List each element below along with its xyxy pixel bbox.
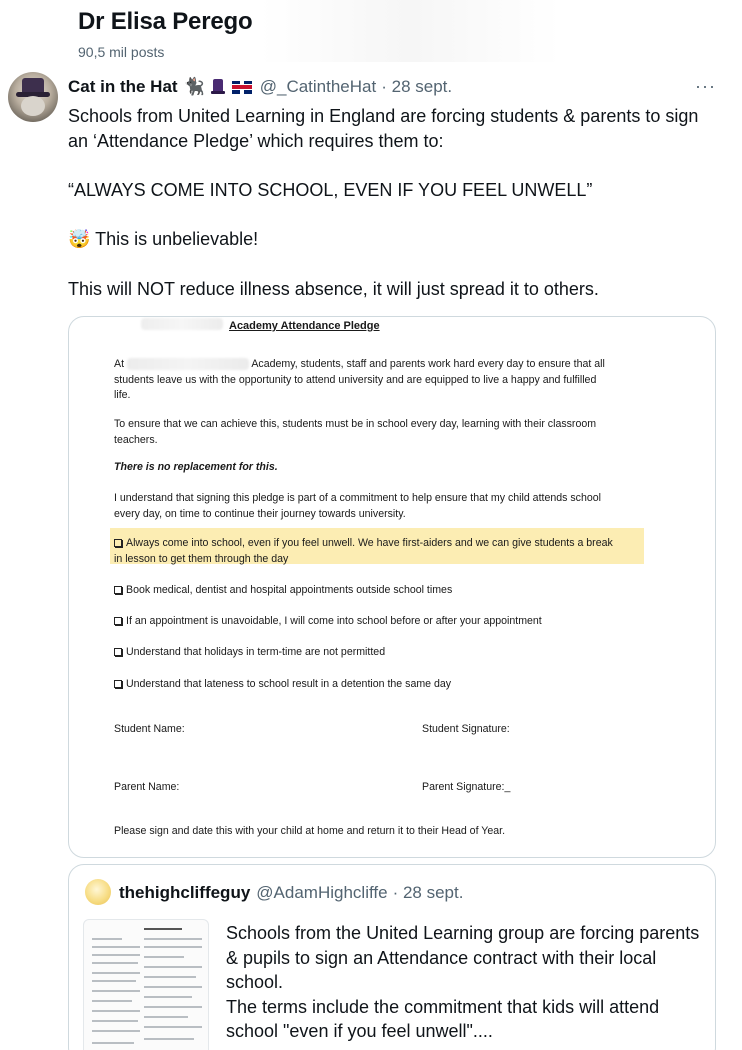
student-name-label: Student Name: bbox=[114, 723, 185, 735]
document-text: To ensure that we can achieve this, students must be in school every day, learning with their classroom bbox=[114, 418, 597, 430]
checkbox-icon bbox=[114, 539, 122, 547]
document-text: students leave us with the opportunity to attend university and are equipped to live a happy and fulfilled bbox=[114, 373, 597, 386]
parent-name-label: Parent Name: bbox=[114, 781, 180, 793]
document-text: teachers. bbox=[114, 433, 158, 446]
profile-name[interactable]: Dr Elisa Perego bbox=[78, 8, 253, 35]
pledge-checkbox-item bbox=[114, 536, 654, 567]
quote-text-line: Schools from the United Learning group are forcing parents & pupils to sign an Attendance contract with their local school. bbox=[226, 923, 700, 992]
quoted-post[interactable] bbox=[68, 864, 716, 1050]
quote-author-name[interactable]: thehighcliffeguy bbox=[119, 883, 251, 902]
document-paragraph bbox=[114, 491, 654, 522]
quote-date[interactable]: · 28 sept. bbox=[392, 883, 464, 902]
quote-thumbnail-image[interactable] bbox=[83, 919, 209, 1050]
pledge-checkbox-item bbox=[114, 645, 654, 661]
document-paragraph bbox=[114, 417, 654, 448]
post-text bbox=[68, 104, 708, 301]
checkbox-icon bbox=[114, 617, 122, 625]
attached-image[interactable] bbox=[68, 316, 716, 858]
redacted-school-name bbox=[141, 318, 223, 330]
student-signature-label: Student Signature: bbox=[422, 723, 510, 735]
post-text-line: This will NOT reduce illness absence, it will just spread it to others. bbox=[68, 278, 599, 299]
document-emphasis: There is no replacement for this. bbox=[114, 461, 278, 473]
quote-meta bbox=[119, 883, 463, 903]
post-text-line: “ALWAYS COME INTO SCHOOL, EVEN IF YOU FEEL UNWELL” bbox=[68, 179, 593, 200]
checkbox-icon bbox=[114, 586, 122, 594]
pledge-checkbox-item bbox=[114, 677, 654, 693]
document-text: every day, on time to continue their journey towards university. bbox=[114, 507, 406, 520]
document-text: At bbox=[114, 358, 125, 370]
author-handle[interactable]: @_CatintheHat bbox=[259, 77, 377, 96]
document-text: Understand that lateness to school result in a detention the same day bbox=[126, 678, 452, 690]
document-text: I understand that signing this pledge is part of a commitment to help ensure that my child attends school bbox=[114, 492, 601, 504]
quote-avatar[interactable] bbox=[85, 879, 111, 905]
pledge-checkbox-item bbox=[114, 614, 654, 630]
document-text: in lesson to get them through the day bbox=[114, 552, 289, 565]
profile-header bbox=[0, 0, 742, 70]
document-text: Academy, students, staff and parents work hard every day to ensure that all bbox=[251, 358, 605, 370]
checkbox-icon bbox=[114, 648, 122, 656]
post-meta bbox=[68, 76, 452, 98]
quote-text-line: The terms include the commitment that kids will attend school "even if you feel unwell".... bbox=[226, 996, 660, 1041]
redacted-academy-name bbox=[127, 358, 249, 370]
avatar[interactable] bbox=[8, 72, 58, 122]
post-text-line bbox=[68, 227, 708, 253]
more-options-icon[interactable]: ··· bbox=[695, 76, 716, 96]
parent-signature-label: Parent Signature:_ bbox=[422, 781, 511, 793]
avatar-face-shape bbox=[21, 96, 45, 116]
document-text: Book medical, dentist and hospital appointments outside school times bbox=[126, 584, 453, 596]
post-text-line: Schools from United Learning in England are forcing students & parents to sign an ‘Attendance Pledge’ which requires them to: bbox=[68, 106, 699, 151]
checkbox-icon bbox=[114, 680, 122, 688]
black-cat-emoji: 🐈‍⬛ bbox=[183, 77, 205, 97]
author-name[interactable]: Cat in the Hat bbox=[68, 77, 178, 96]
profile-post-count: 90,5 mil posts bbox=[78, 44, 165, 60]
quote-text bbox=[226, 921, 706, 1044]
document-text: life. bbox=[114, 389, 131, 401]
header-fade bbox=[260, 0, 560, 62]
document-footer: Please sign and date this with your child at home and return it to their Head of Year. bbox=[114, 825, 506, 837]
pledge-checkbox-item bbox=[114, 583, 654, 599]
exploding-head-emoji: 🤯 bbox=[68, 228, 91, 250]
document-paragraph bbox=[114, 357, 654, 404]
post-text-fragment: This is unbelievable! bbox=[90, 228, 259, 249]
uk-flag-icon bbox=[232, 81, 252, 94]
document-text: Always come into school, even if you feel unwell. We have first-aiders and we can give students a break bbox=[126, 537, 613, 549]
post-date[interactable]: · 28 sept. bbox=[381, 77, 453, 96]
quote-author-handle[interactable]: @AdamHighcliffe bbox=[256, 883, 388, 902]
document-title: Academy Attendance Pledge bbox=[229, 320, 380, 332]
document-text: If an appointment is unavoidable, I will come into school before or after your appointment bbox=[126, 615, 542, 627]
document-text: Understand that holidays in term-time are not permitted bbox=[126, 646, 386, 658]
top-hat-icon bbox=[211, 79, 225, 95]
